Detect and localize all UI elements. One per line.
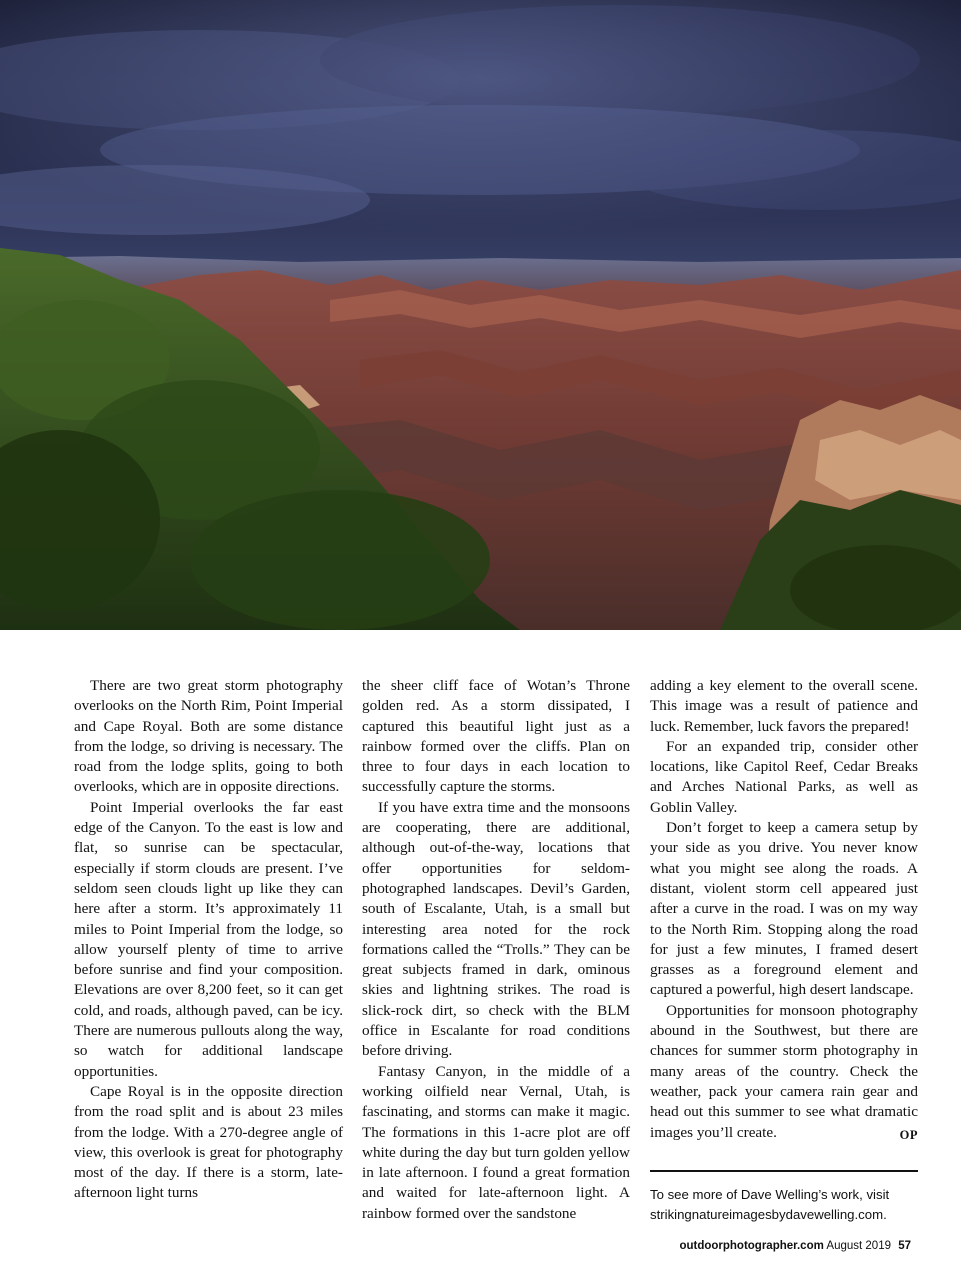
grand-canyon-storm-photo xyxy=(0,0,961,630)
page-footer xyxy=(679,1240,911,1252)
more-info-note xyxy=(650,1185,925,1225)
footer-issue: August 2019 xyxy=(826,1240,891,1252)
paragraph: If you have extra time and the monsoons are cooperating, there are additional, although out-of-the-way, locations that offer opportunities for seldom-photographed landscapes. Devil’s Garden, south of Escalante, Utah, is a small but interesting area noted for the rock formations called the “Trolls.” They can be great subjects framed in dark, ominous skies and lightning strikes. The road is slick-rock dirt, so check with the BLM office in Escalante for road conditions before driving. xyxy=(362,798,630,1060)
paragraph: adding a key element to the overall scene. This image was a result of patience and luck. Remember, luck favors the prepared! xyxy=(650,677,918,735)
paragraph: Point Imperial overlooks the far east edge of the Canyon. To the east is low and flat, so sunrise can be spectacular, especially if storm clouds are present. I’ve seldom seen clouds light up like they can here after a storm. It’s approximately 11 miles to Point Imperial from the lodge, so allow yourself plenty of time to arrive before sunrise and find your composition. Elevations are over 8,200 feet, so it can get cold, and roads, although paved, can be icy. There are numerous pullouts along the way, so watch for additional landscape opportunities. xyxy=(74,798,343,1080)
sidebar-divider xyxy=(650,1170,918,1172)
page-number: 57 xyxy=(898,1240,911,1252)
article-column-1 xyxy=(74,676,343,1204)
footer-site[interactable]: outdoorphotographer.com xyxy=(679,1240,824,1252)
more-info-url[interactable]: strikingnatureimagesbydavewelling.com. xyxy=(650,1207,887,1222)
paragraph xyxy=(650,1001,918,1143)
paragraph: Don’t forget to keep a camera setup by your side as you drive. You never know what you might see along the roads. A distant, violent storm cell appeared just after a curve in the road. I was on my way to the North Rim. Stopping along the road for just a few minutes, I framed desert grasses as a foreground element and captured a powerful, high desert landscape. xyxy=(650,819,918,999)
article-column-2 xyxy=(362,676,630,1224)
article-column-3 xyxy=(650,676,918,1145)
paragraph: For an expanded trip, consider other locations, like Capitol Reef, Cedar Breaks and Arches National Parks, as well as Goblin Valley. xyxy=(650,737,918,816)
paragraph: Cape Royal is in the opposite direction from the road split and is about 23 miles from the lodge. With a 270-degree angle of view, this overlook is great for photography most of the day. If there is a storm, late-afternoon light turns xyxy=(74,1082,343,1202)
paragraph: There are two great storm photography overlooks on the North Rim, Point Imperial and Cape Royal. Both are some distance from the lodge, so driving is necessary. The road from the lodge splits, going to both overlooks, which are in opposite directions. xyxy=(74,677,343,796)
paragraph: the sheer cliff face of Wotan’s Throne golden red. As a storm dissipated, I captured this beautiful light just as a rainbow formed over the cliffs. Plan on three to four days in each location to successfully capture the storms. xyxy=(362,677,630,796)
end-mark: OP xyxy=(899,1127,918,1142)
paragraph-text: Opportunities for monsoon photography abound in the Southwest, but there are chances for summer storm photography in many areas of the country. Check the weather, pack your camera rain gear and head out this summer to see what dramatic images you’ll create. xyxy=(650,1001,918,1141)
more-info-line: To see more of Dave Welling’s work, visit xyxy=(650,1187,890,1202)
paragraph: Fantasy Canyon, in the middle of a working oilfield near Vernal, Utah, is fascinating, and storms can make it magic. The formations in this 1-acre plot are off white during the day but turn golden yellow in late afternoon. I found a great formation and waited for late-afternoon light. A rainbow formed over the sandstone xyxy=(362,1062,630,1222)
